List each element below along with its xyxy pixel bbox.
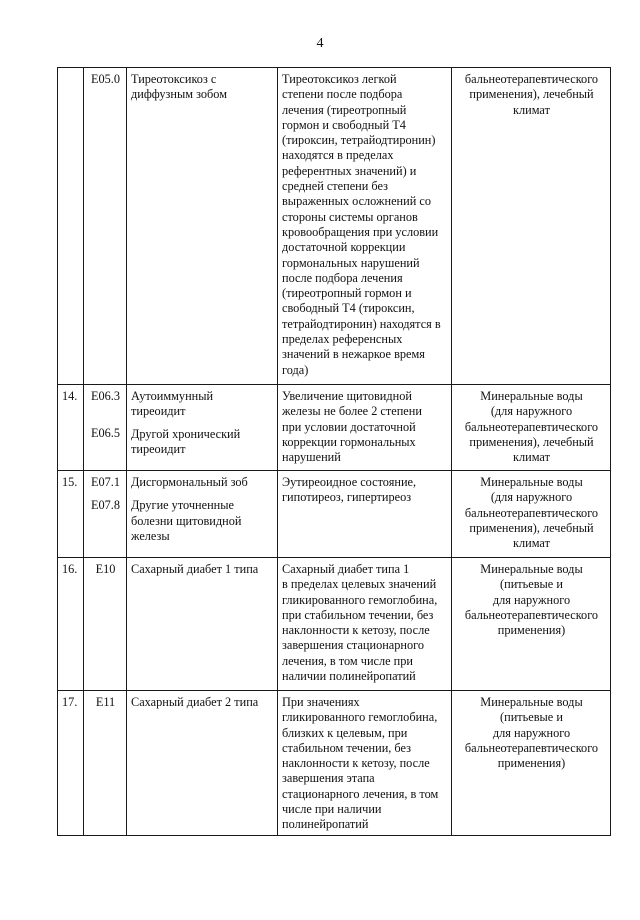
- resource-cell: [452, 68, 611, 385]
- diagnosis-name: Другие уточненные болезни щитовидной железы: [131, 498, 242, 543]
- condition-cell: [278, 558, 452, 691]
- row-number: [58, 68, 84, 385]
- icd-code-cell: [84, 558, 127, 691]
- table-row: [58, 471, 611, 558]
- resource-text: бальнеотерапевтического применения), лечебный климат: [464, 72, 599, 117]
- icd-code: E11: [95, 695, 116, 709]
- icd-code-cell: [84, 68, 127, 385]
- diagnosis-name: Тиреотоксикоз с диффузным зобом: [131, 72, 227, 102]
- condition-text: Увеличение щитовидной железы не более 2 степени при условии достаточной коррекции гормональных нарушений: [282, 389, 422, 465]
- condition-text: Сахарный диабет типа 1 в пределах целевых значений гликированного гемоглобина, при стабильном течении, без наклонности к кетозу, после завершения стационарного лечения, в том числе при наличии полинейропатий: [282, 562, 438, 684]
- diagnosis-name: Аутоиммунный тиреоидит: [131, 389, 214, 419]
- condition-text: При значениях гликированного гемоглобина, близких к целевым, при стабильном течении, без наклонности к кетозу, после завершения этапа стационарного лечения, в том числе при наличии полинейропатий: [282, 695, 439, 832]
- diagnosis-name: Другой хронический тиреоидит: [131, 426, 241, 456]
- resource-cell: [452, 385, 611, 471]
- table-row: [58, 68, 611, 385]
- icd-code: E07.1: [90, 475, 121, 489]
- condition-text: Эутиреоидное состояние, гипотиреоз, гипертиреоз: [282, 475, 417, 505]
- icd-code: E05.0: [90, 72, 121, 86]
- diagnosis-name-cell: [127, 558, 278, 691]
- diagnosis-name-cell: [127, 691, 278, 836]
- diagnosis-name: Сахарный диабет 2 типа: [131, 695, 259, 709]
- conditions-table: [57, 67, 611, 836]
- icd-code: E06.3: [90, 389, 121, 403]
- diagnosis-name-cell: [127, 68, 278, 385]
- diagnosis-name: Дисгормональный зоб: [131, 475, 248, 489]
- diagnosis-name-cell: [127, 385, 278, 471]
- diagnosis-name-cell: [127, 471, 278, 558]
- row-number: 14.: [58, 385, 84, 471]
- resource-text: Минеральные воды (для наружного бальнеотерапевтического применения), лечебный климат: [464, 389, 599, 465]
- resource-cell: [452, 691, 611, 836]
- table-row: [58, 385, 611, 471]
- icd-code-cell: [84, 471, 127, 558]
- condition-cell: [278, 385, 452, 471]
- icd-code-cell: [84, 385, 127, 471]
- condition-cell: [278, 691, 452, 836]
- icd-code: E10: [95, 562, 116, 576]
- condition-cell: [278, 471, 452, 558]
- table-row: [58, 558, 611, 691]
- condition-text: Тиреотоксикоз легкой степени после подбора лечения (тиреотропный гормон и свободный Т4 (тироксин, тетрайодтиронин) находятся в пределах референтных значений) и средней степени без выраженных осложнений со стороны системы органов кровообращения при условии достаточной коррекции гормональных нарушений после подбора лечения (тиреотропный гормон и свободный Т4 (тироксин, тетрайодтиронин) находятся в пределах референсных значений в нежаркое время года): [282, 72, 441, 377]
- row-number: 16.: [58, 558, 84, 691]
- row-number: 17.: [58, 691, 84, 836]
- icd-code: E07.8: [90, 498, 121, 513]
- condition-cell: [278, 68, 452, 385]
- resource-text: Минеральные воды (для наружного бальнеотерапевтического применения), лечебный климат: [464, 475, 599, 551]
- resource-text: Минеральные воды (питьевые и для наружного бальнеотерапевтического применения): [464, 562, 599, 638]
- resource-text: Минеральные воды (питьевые и для наружного бальнеотерапевтического применения): [464, 695, 599, 771]
- diagnosis-name: Сахарный диабет 1 типа: [131, 562, 259, 576]
- resource-cell: [452, 471, 611, 558]
- table-row: [58, 691, 611, 836]
- row-number: 15.: [58, 471, 84, 558]
- icd-code-cell: [84, 691, 127, 836]
- resource-cell: [452, 558, 611, 691]
- icd-code: E06.5: [90, 426, 121, 441]
- page-number: 4: [316, 36, 324, 51]
